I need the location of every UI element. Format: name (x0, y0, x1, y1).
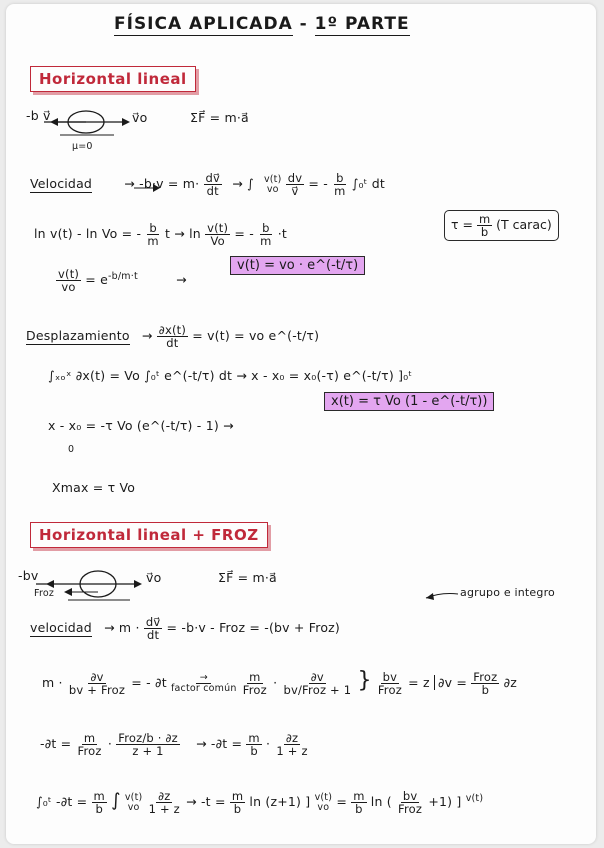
diagram1-force: -b v⃗ (26, 108, 51, 123)
frac-num: m (353, 789, 365, 803)
frac-den: Froz (398, 802, 423, 817)
velocidad-line-1: Velocidad → -b·v = m· $\frac{dv⃗}{dt}$ → ∫ v(t) vo $\frac{dv}{v⃗}$ = - $\frac{b}{m}$ ∫₀ᵗ dt (30, 171, 385, 199)
frac-num: bv (382, 669, 398, 684)
x-line-zero: 0 (68, 444, 75, 455)
frac-den: b (355, 802, 363, 817)
l2-sub3: ∂z (503, 675, 518, 690)
tau-box (444, 210, 559, 241)
section1-header: Horizontal lineal (30, 66, 196, 92)
l3-lhs: -∂t = (40, 736, 72, 752)
desplazamiento-arrow: → (141, 328, 153, 344)
l4-frac1 (92, 790, 107, 815)
frac-num: Froz/b · ∂z (118, 731, 178, 745)
l4-ln1: ln (z+1) ] (249, 794, 311, 810)
l2-dot: · (273, 675, 278, 690)
frac-den: m (334, 184, 346, 199)
frac-num: v(t) (207, 221, 229, 235)
l4-frac2 (147, 790, 182, 815)
frac-den: b (480, 225, 489, 240)
ratio-rhs: = e (85, 272, 109, 288)
frac-den: z + 1 (132, 744, 164, 759)
ln-frac3 (258, 222, 273, 247)
l3-frac1 (76, 732, 104, 757)
frac-den: dt (146, 628, 160, 643)
frac-den: dt (206, 184, 219, 199)
integral-lower: vo (266, 183, 279, 195)
l2-frac4 (376, 671, 404, 696)
l2-factor: $\frac{\to}{\text{factor común}}$ (170, 672, 237, 694)
l4-integral: ∫ (111, 790, 121, 812)
velocidad-frac3 (332, 172, 347, 197)
froz-line-3: -∂t = $\frac{m}{\text{Froz}}$ · $\frac{\text{Froz/b · ∂z}}{z + 1}$ → -∂t = $\frac{m}{b}$ · $\frac{\partial z}{1 + z}$ (40, 731, 308, 759)
velocidad-eq2-rest: ∫₀ᵗ dt (351, 176, 385, 192)
result-position-box: x(t) = τ Vo (1 - e^(-t/τ)) (324, 392, 494, 411)
froz-line-4 (36, 790, 483, 815)
velocidad-eq1-lhs: → -b·v = m· (124, 176, 200, 192)
frac-num: m (93, 789, 105, 803)
froz-line-2 (42, 668, 517, 696)
frac-num: dv⃗ (205, 171, 221, 185)
velocidad2-frac (144, 616, 163, 641)
l4-limits (125, 793, 143, 813)
l4-eq: = (336, 794, 347, 810)
velocidad-frac1 (204, 172, 223, 197)
l2-frac1 (67, 671, 127, 696)
notes-sheet (6, 4, 596, 844)
velocidad2-lhs: → m · (104, 620, 140, 636)
velocidad-eq2-mid: = - (308, 176, 328, 192)
mass-diagram-1 (44, 111, 130, 135)
frac-num: m (231, 789, 244, 803)
ratio-line: $\frac{v(t)}{vo}$ = $e^{-b/m\cdot t}$ → (58, 267, 187, 295)
diagram1-mu: μ=0 (72, 141, 93, 152)
l3-frac4 (274, 732, 309, 757)
l4-frac3 (230, 790, 245, 815)
section2-newton: ΣF⃗ = m·a⃗ (218, 570, 277, 585)
integral-limits (264, 175, 282, 195)
l2-m: m · (42, 675, 63, 690)
frac-den: b (481, 683, 490, 697)
frac-num: m (478, 212, 491, 226)
frac-num: ∂x(t) (158, 323, 187, 337)
l2-frac2 (241, 671, 269, 696)
frac-den: 1 + z (148, 802, 180, 817)
frac-num: ∂v (310, 669, 324, 684)
frac-num: dv (287, 171, 303, 185)
ln-frac1 (145, 222, 160, 247)
diagram2-force: -bv (18, 568, 39, 583)
l4-end: +1) ] (428, 794, 462, 810)
l2-frac3 (281, 671, 353, 696)
ln-lhs: ln v(t) - ln Vo = - (34, 226, 142, 242)
l4-frac4 (351, 790, 366, 815)
ln-mid2: = - (234, 226, 254, 242)
frac-num: bv (402, 789, 418, 803)
l4-lhs: ∫₀ᵗ -∂t = (36, 794, 88, 810)
l2-sub1: = z (408, 675, 430, 690)
frac-den: bv + Froz (68, 683, 126, 697)
l4-up3: v(t) (465, 792, 484, 804)
velocidad2-label: velocidad (30, 620, 92, 636)
frac-den: dt (166, 336, 179, 351)
l4-up2: v(t) (314, 791, 333, 803)
l4-limits2 (315, 793, 333, 813)
frac-num: ∂z (158, 789, 171, 803)
frac-num: m (249, 669, 261, 684)
diagram2-velocity: v⃗o (146, 570, 162, 585)
frac-num: m (83, 731, 96, 745)
l2-mid: = - ∂t (131, 675, 167, 690)
ratio-frac (56, 268, 81, 293)
ratio-exp: -b/m·t (108, 270, 138, 282)
ln-end: ·t (277, 226, 288, 242)
frac-num: ∂z (285, 731, 299, 745)
velocidad2-rhs: = -b·v - Froz = -(bv + Froz) (166, 620, 341, 636)
l2-frac5 (471, 671, 499, 696)
frac-den: b (233, 802, 242, 817)
frac-den: v⃗ (291, 184, 299, 199)
frac-num: m (248, 731, 260, 745)
l4-lo2: vo (317, 801, 330, 813)
section2-header: Horizontal lineal + FROZ (30, 522, 268, 548)
l4-mid: → -t = (186, 794, 226, 810)
desplazamiento-frac (157, 324, 188, 349)
frac-den: Vo (210, 234, 225, 249)
frac-num: b (149, 221, 157, 235)
l4-upper: v(t) (124, 791, 143, 803)
desplazamiento-rhs: = v(t) = vo e^(-t/τ) (192, 328, 320, 344)
frac-num: dv⃗ (145, 615, 161, 629)
l3-frac2 (116, 732, 180, 757)
integral-line: ∫ₓₒˣ ∂x(t) = Vo ∫₀ᵗ e^(-t/τ) dt → x - x₀ = x₀(-τ) e^(-t/τ) ]₀ᵗ (48, 368, 413, 383)
velocidad-frac2 (286, 172, 305, 197)
ln-line (34, 222, 287, 247)
frac-den: Froz (77, 744, 102, 759)
factor-comun: factor común (170, 683, 237, 694)
ln-frac2 (205, 222, 230, 247)
frac-den: m (260, 234, 272, 249)
l2-brace: } (357, 668, 372, 693)
frac-den: b (250, 744, 258, 759)
tau-lhs: τ = (451, 217, 473, 233)
diagram1-velocity: v⃗o (132, 110, 148, 125)
frac-den: vo (61, 280, 76, 295)
velocidad-label: Velocidad (30, 176, 93, 192)
tau-note: (T carac) (496, 217, 552, 233)
frac-num: b (336, 171, 344, 185)
diagram2-froz: Froz (34, 588, 55, 599)
frac-den: m (147, 234, 159, 249)
desplazamiento-line (26, 324, 319, 349)
integral-upper: v(t) (263, 173, 282, 185)
frac-den: b (95, 802, 103, 817)
xmax-line: Xmax = τ Vo (52, 480, 136, 495)
desplazamiento-label: Desplazamiento (26, 328, 130, 344)
ln-mid: t → ln (165, 226, 201, 242)
l2-sub2: ∂v = (434, 675, 467, 690)
frac-num: Froz (473, 669, 498, 684)
frac-den: Froz (377, 683, 402, 697)
result-velocity-box: v(t) = vo · e^(-t/τ) (230, 256, 365, 275)
velocidad2-line (30, 616, 340, 641)
title-part2: 1º PARTE (314, 14, 410, 34)
frac-num: b (262, 221, 270, 235)
annotation-agrupo: agrupo e integro (460, 586, 555, 599)
title-part1: FÍSICA APLICADA (114, 14, 293, 34)
tau-frac (477, 213, 492, 238)
frac-den: Froz (242, 683, 267, 697)
l4-frac5 (396, 790, 424, 815)
frac-den: 1 + z (276, 744, 308, 759)
x-line: x - x₀ = -τ Vo (e^(-t/τ) - 1) → (48, 418, 234, 433)
frac-num: ∂v (90, 669, 104, 684)
title-dash: - (299, 14, 308, 34)
frac-num: v(t) (58, 267, 80, 281)
l4-lower: vo (127, 801, 140, 813)
section1-newton: ΣF⃗ = m·a⃗ (190, 110, 249, 125)
l3-frac3 (246, 732, 261, 757)
l3-mid: → -∂t = (196, 736, 243, 752)
frac-den: bv/Froz + 1 (283, 683, 352, 697)
l4-ln2: ln ( (370, 794, 392, 810)
